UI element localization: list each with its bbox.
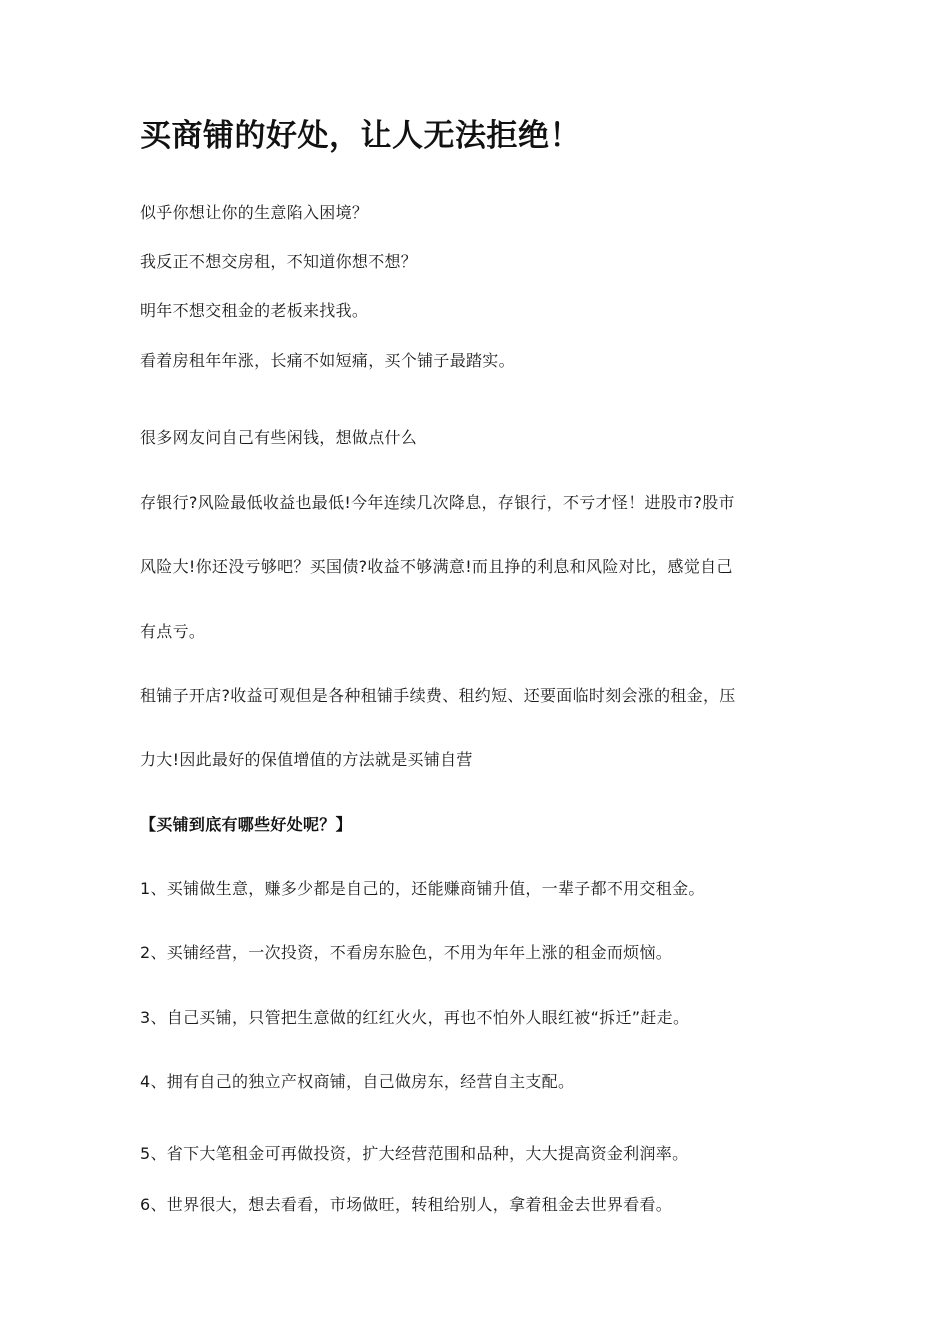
intro-line-2: 我反正不想交房租，不知道你想不想？ — [140, 252, 418, 271]
intro-line-3: 明年不想交租金的老板来找我。 — [140, 301, 369, 320]
body-line-3: 风险大!你还没亏够吧？买国债?收益不够满意!而且挣的利息和风险对比，感觉自己 — [140, 557, 733, 576]
body-line-5: 租铺子开店?收益可观但是各种租铺手续费、租约短、还要面临时刻会涨的租金，压 — [140, 686, 736, 705]
body-line-4: 有点亏。 — [140, 622, 206, 641]
body-line-2: 存银行?风险最低收益也最低!今年连续几次降息，存银行，不亏才怪！进股市?股市 — [140, 493, 735, 512]
body-line-1: 很多网友问自己有些闲钱，想做点什么 — [140, 428, 418, 447]
body-line-6: 力大!因此最好的保值增值的方法就是买铺自营 — [140, 750, 473, 769]
benefit-item-1: 1、买铺做生意，赚多少都是自己的，还能赚商铺升值，一辈子都不用交租金。 — [140, 879, 705, 898]
benefit-item-6: 6、世界很大，想去看看，市场做旺，转租给别人，拿着租金去世界看看。 — [140, 1195, 673, 1214]
section-heading: 【买铺到底有哪些好处呢？】 — [140, 815, 352, 834]
benefit-item-3: 3、自己买铺，只管把生意做的红红火火，再也不怕外人眼红被“拆迁”赶走。 — [140, 1008, 690, 1027]
intro-line-1: 似乎你想让你的生意陷入困境？ — [140, 203, 369, 222]
article-title: 买商铺的好处，让人无法拒绝！ — [140, 118, 581, 154]
intro-line-4: 看着房租年年涨，长痛不如短痛，买个铺子最踏实。 — [140, 351, 515, 370]
benefit-item-4: 4、拥有自己的独立产权商铺，自己做房东，经营自主支配。 — [140, 1072, 575, 1091]
benefit-item-2: 2、买铺经营，一次投资，不看房东脸色，不用为年年上涨的租金而烦恼。 — [140, 943, 673, 962]
benefit-item-5: 5、省下大笔租金可再做投资，扩大经营范围和品种，大大提高资金利润率。 — [140, 1144, 689, 1163]
